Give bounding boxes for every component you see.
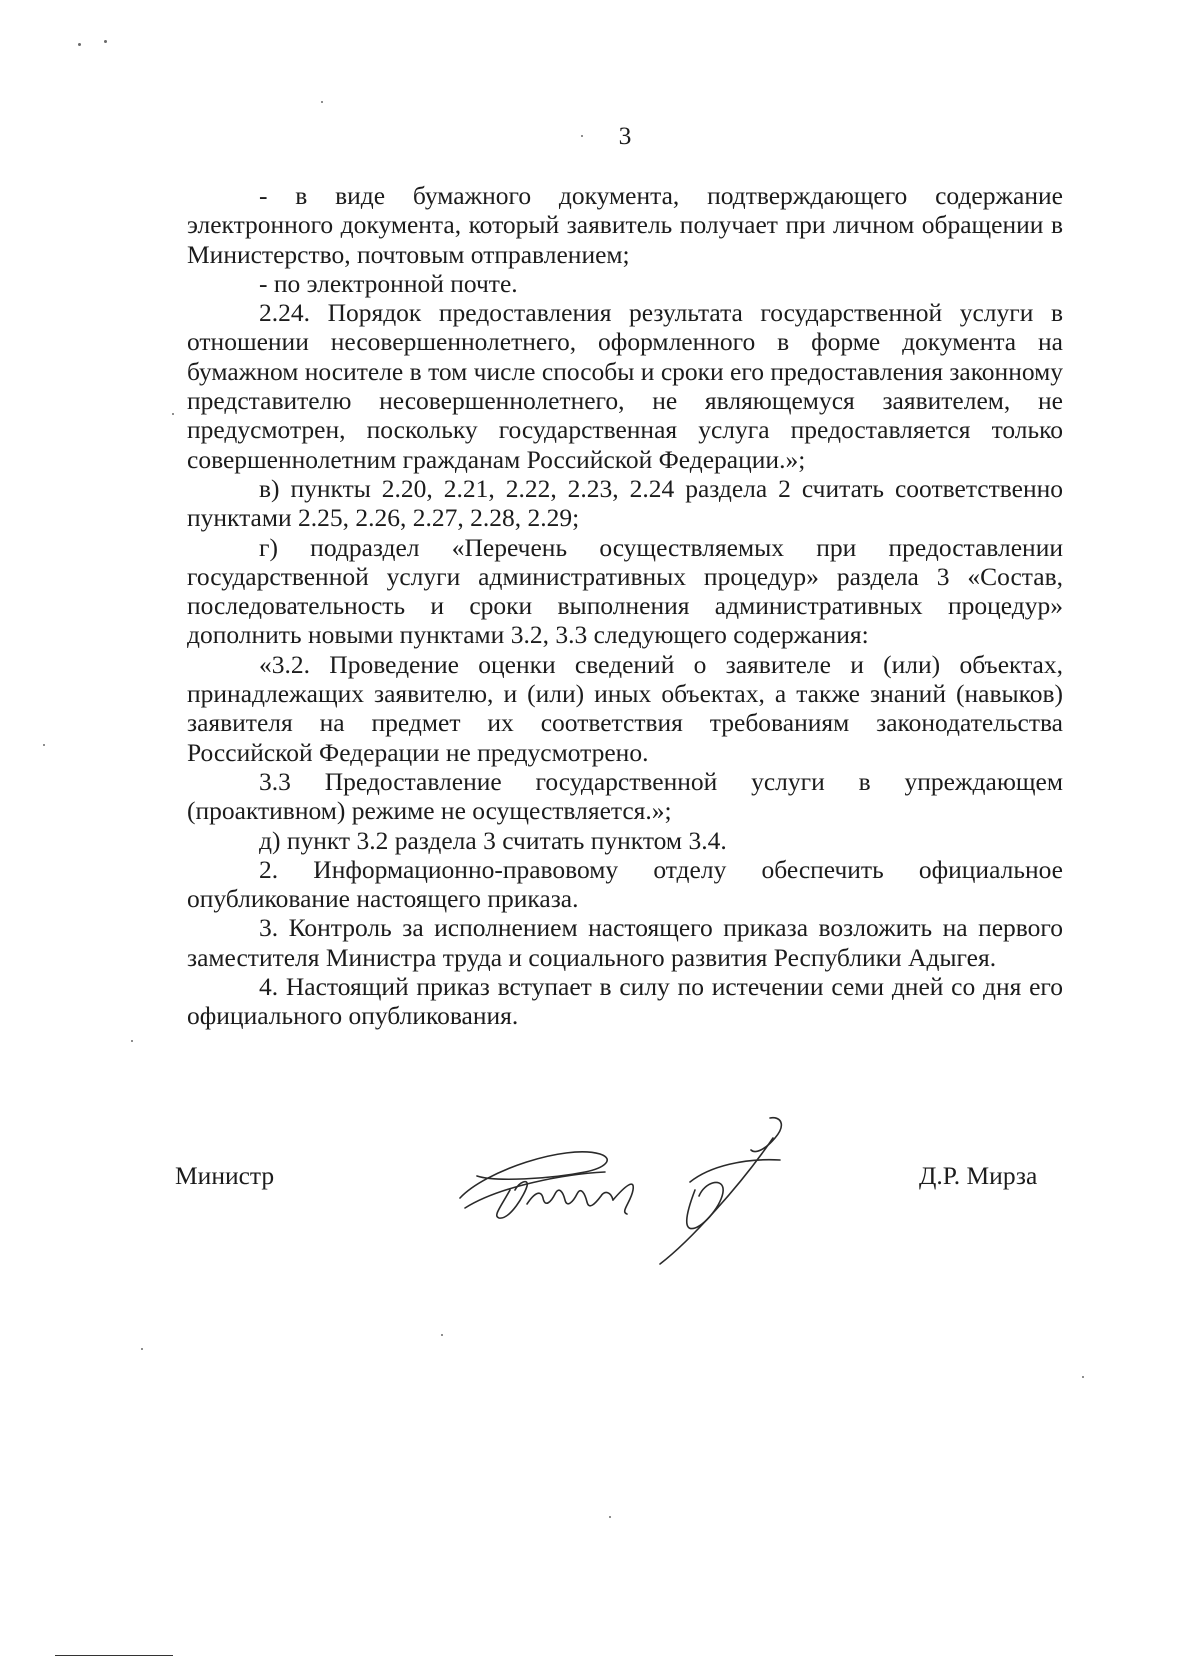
page-number: 3	[618, 121, 632, 150]
paragraph-renumber-points: в) пункты 2.20, 2.21, 2.22, 2.23, 2.24 раздела 2 считать соответственно пунктами 2.25, 2.26, 2.27, 2.28, 2.29;	[187, 473, 1063, 533]
scan-speck	[609, 1516, 611, 1518]
paragraph-2-24: 2.24. Порядок предоставления результата государственной услуги в отношении несовершеннолетнего, оформленного в форме документа на бумажном носителе в том числе способы и сроки его предоставления законному представителю несовершеннолетнего, не являющемуся заявителем, не предусмотрен, поскольку государственная услуга предоставляется только совершеннолетним гражданам Российской Федерации.»;	[187, 298, 1063, 474]
paragraph-order-item-2: 2. Информационно-правовому отделу обеспечить официальное опубликование настоящего приказа.	[187, 854, 1063, 914]
signature-block	[0, 1090, 1200, 1270]
scan-speck	[43, 744, 45, 746]
scan-speck	[581, 135, 583, 137]
scan-speck	[104, 40, 107, 43]
paragraph-3-3: 3.3 Предоставление государственной услуги в упреждающем (проактивном) режиме не осуществляется.»;	[187, 766, 1063, 826]
paragraph-order-item-4: 4. Настоящий приказ вступает в силу по истечении семи дней со дня его официального опубликования.	[187, 972, 1063, 1031]
handwritten-signature	[455, 1116, 795, 1266]
paragraph-subsection-supplement: г) подраздел «Перечень осуществляемых при предоставлении государственной услуги административных процедур» раздела 3 «Состав, последовательность и сроки выполнения административных процедур» дополнить новыми пунктами 3.2, 3.3 следующего содержания:	[187, 532, 1063, 650]
paragraph-paper-document: - в виде бумажного документа, подтверждающего содержание электронного документа, который заявитель получает при личном обращении в Министерство, почтовым отправлением;	[187, 181, 1063, 269]
scan-speck	[441, 1334, 443, 1336]
scan-speck	[321, 101, 323, 103]
paragraph-order-item-3: 3. Контроль за исполнением настоящего приказа возложить на первого заместителя Министра труда и социального развития Республики Адыгея.	[187, 913, 1063, 972]
document-body	[187, 181, 1063, 1031]
scan-speck	[172, 413, 174, 415]
paragraph-3-2: «3.2. Проведение оценки сведений о заявителе и (или) объектах, принадлежащих заявителю, и (или) иных объектах, а также знаний (навыков) заявителя на предмет их соответствия требованиям законодательства Российской Федерации не предусмотрено.	[187, 649, 1063, 767]
scan-speck	[1082, 1376, 1084, 1378]
footer-rule	[55, 1655, 173, 1656]
signer-position: Министр	[175, 1161, 275, 1190]
scan-speck	[78, 43, 81, 46]
paragraph-email: - по электронной почте.	[259, 268, 518, 298]
paragraph-renumber-3-2: д) пункт 3.2 раздела 3 считать пунктом 3.4.	[259, 825, 727, 855]
signer-name: Д.Р. Мирза	[919, 1161, 1038, 1190]
scan-speck	[131, 1040, 133, 1042]
scan-speck	[141, 1348, 143, 1350]
